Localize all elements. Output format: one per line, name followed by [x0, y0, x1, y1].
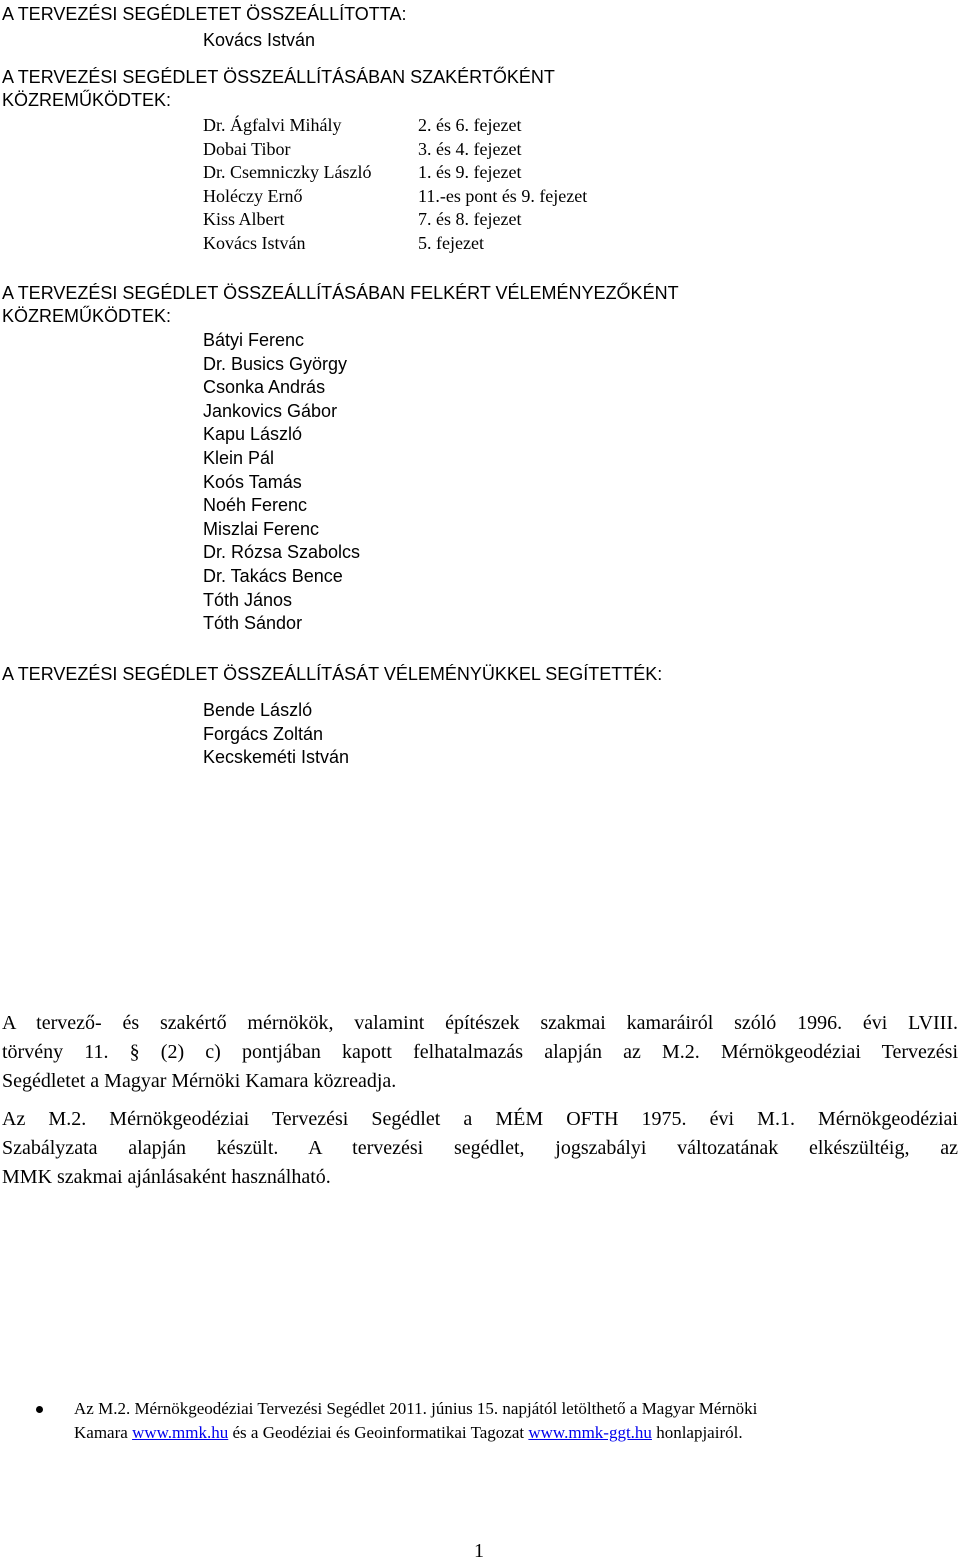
- note-text: Az M.2. Mérnökgeodéziai Tervezési Segédlet 2011. június 15. napjától letölthető a Magyar Mérnöki: [74, 1399, 758, 1418]
- basis-paragraph: [2, 1105, 958, 1192]
- helper-name: Bende László: [203, 700, 313, 720]
- experts-heading-line1: A TERVEZÉSI SEGÉDLET ÖSSZEÁLLÍTÁSÁBAN SZAKÉRTŐKÉNT: [2, 67, 555, 87]
- reviewer-name: Koós Tamás: [203, 471, 302, 492]
- mmk-link[interactable]: www.mmk.hu: [132, 1423, 229, 1442]
- reviewers-heading-line2: KÖZREMŰKÖDTEK:: [2, 306, 172, 326]
- page-number: 1: [474, 1540, 484, 1562]
- helpers-heading: A TERVEZÉSI SEGÉDLET ÖSSZEÁLLÍTÁSÁT VÉLEMÉNYÜKKEL SEGÍTETTÉK:: [2, 664, 663, 684]
- expert-chapter: 3. és 4. fejezet: [418, 138, 522, 159]
- expert-row: [203, 185, 703, 209]
- note-text: Kamara: [74, 1423, 133, 1442]
- reviewer-name: Tóth Sándor: [203, 613, 303, 634]
- expert-chapter: 1. és 9. fejezet: [418, 162, 522, 183]
- expert-chapter: 5. fejezet: [418, 232, 484, 253]
- reviewer-name: Dr. Rózsa Szabolcs: [203, 542, 361, 563]
- expert-name: Kiss Albert: [203, 209, 285, 230]
- expert-name: Dr. Csemniczky László: [203, 162, 372, 183]
- paragraph-line: A tervező- és szakértő mérnökök, valamint építészek szakmai kamaráiról szóló 1996. évi LVIII.: [2, 1012, 958, 1034]
- reviewer-name: Jankovics Gábor: [203, 400, 338, 421]
- expert-chapter: 11.-es pont és 9. fejezet: [418, 185, 588, 206]
- compiled-by-name: Kovács István: [203, 30, 316, 50]
- expert-row: [203, 138, 703, 162]
- paragraph-line: Segédletet a Magyar Mérnöki Kamara közreadja.: [2, 1070, 397, 1092]
- reviewer-name: Miszlai Ferenc: [203, 518, 320, 539]
- expert-name: Dr. Ágfalvi Mihály: [203, 115, 342, 135]
- reviewers-list: [203, 329, 360, 636]
- expert-row: [203, 161, 703, 185]
- experts-table: [203, 114, 703, 256]
- note-text: és a Geodéziai és Geoinformatikai Tagozat: [228, 1423, 529, 1442]
- expert-name: Dobai Tibor: [203, 138, 291, 159]
- helper-name: Kecskeméti István: [203, 747, 350, 768]
- reviewer-name: Kapu László: [203, 424, 303, 445]
- reviewer-name: Bátyi Ferenc: [203, 330, 305, 350]
- reviewer-name: Dr. Busics György: [203, 353, 348, 374]
- expert-row: [203, 114, 703, 138]
- reviewers-heading-line1: A TERVEZÉSI SEGÉDLET ÖSSZEÁLLÍTÁSÁBAN FELKÉRT VÉLEMÉNYEZŐKÉNT: [2, 283, 679, 303]
- expert-row: [203, 208, 703, 232]
- paragraph-line: Az M.2. Mérnökgeodéziai Tervezési Segédlet a MÉM OFTH 1975. évi M.1. Mérnökgeodéziai: [2, 1108, 958, 1130]
- reviewer-name: Dr. Takács Bence: [203, 565, 343, 586]
- expert-chapter: 2. és 6. fejezet: [418, 115, 522, 135]
- note-text: honlapjairól.: [651, 1423, 743, 1442]
- bullet-icon: [36, 1406, 43, 1413]
- expert-chapter: 7. és 8. fejezet: [418, 209, 522, 230]
- expert-name: Holéczy Ernő: [203, 185, 303, 206]
- compiled-by-heading: A TERVEZÉSI SEGÉDLETET ÖSSZEÁLLÍTOTTA:: [2, 4, 407, 24]
- expert-name: Kovács István: [203, 232, 306, 253]
- paragraph-line: MMK szakmai ajánlásaként használható.: [2, 1166, 331, 1188]
- helpers-list: [203, 699, 349, 770]
- paragraph-line: Szabályzata alapján készült. A tervezési segédlet, jogszabályi változatának elkészültéig, az: [2, 1137, 958, 1159]
- paragraph-line: törvény 11. § (2) c) pontjában kapott felhatalmazás alapján az M.2. Mérnökgeodéziai Tervezési: [2, 1041, 958, 1063]
- mmk-ggt-link[interactable]: www.mmk-ggt.hu: [528, 1423, 652, 1442]
- reviewer-name: Tóth János: [203, 589, 293, 610]
- expert-row: [203, 232, 703, 256]
- helper-name: Forgács Zoltán: [203, 723, 324, 744]
- reviewer-name: Klein Pál: [203, 447, 275, 468]
- reviewer-name: Csonka András: [203, 377, 326, 398]
- mandate-paragraph: [2, 1009, 958, 1096]
- download-note: [74, 1397, 944, 1445]
- experts-heading-line2: KÖZREMŰKÖDTEK:: [2, 90, 172, 110]
- reviewer-name: Noéh Ferenc: [203, 495, 308, 516]
